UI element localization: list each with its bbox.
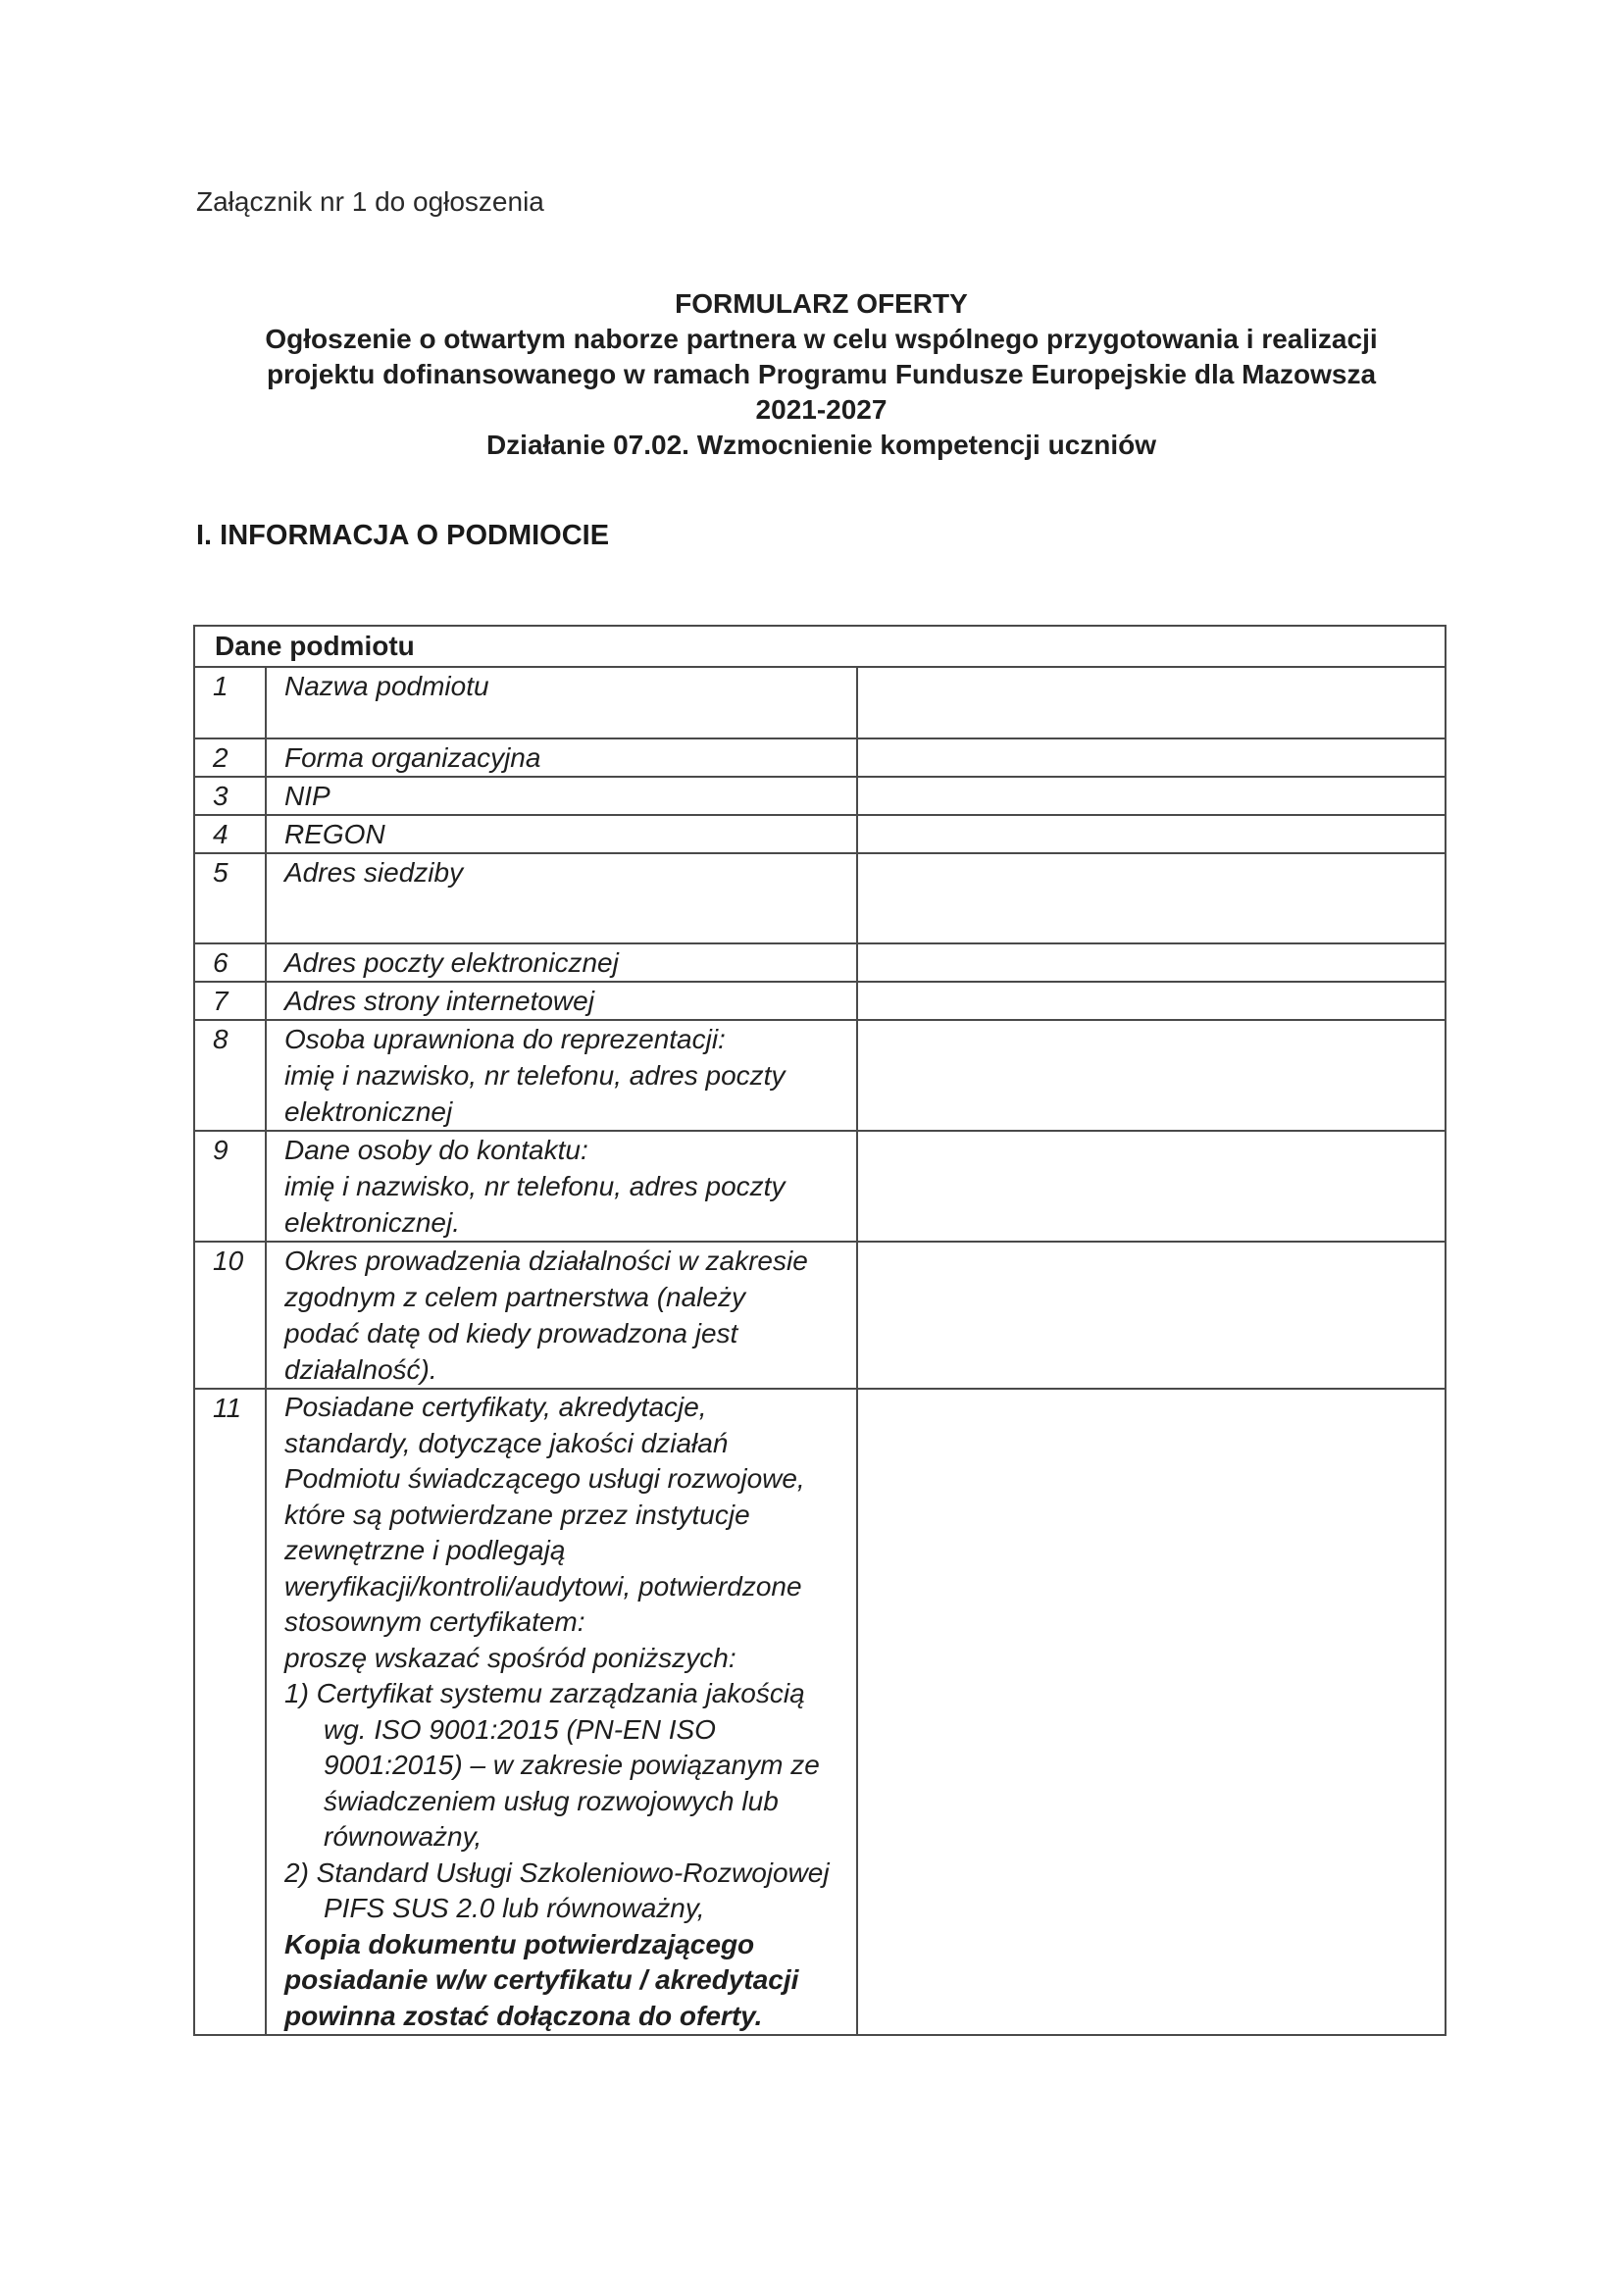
- certificate-option-iso: 1) Certyfikat systemu zarządzania jakością wg. ISO 9001:2015 (PN-EN ISO 9001:2015) – w zakresie powiązanym ze świadczeniem usług rozwojowych lub równoważny,: [284, 1678, 820, 1852]
- row-label: Adres strony internetowej: [266, 982, 857, 1020]
- table-row: [194, 738, 1446, 777]
- table-row: [194, 1242, 1446, 1389]
- row-number: 3: [194, 777, 266, 815]
- row-label: REGON: [266, 815, 857, 853]
- table-row: [194, 1131, 1446, 1242]
- row-label-detail: imię i nazwisko, nr telefonu, adres poczty elektronicznej.: [284, 1171, 786, 1238]
- row-number: 10: [194, 1242, 266, 1389]
- row-label: [266, 1020, 857, 1131]
- table-row: [194, 1020, 1446, 1131]
- table-row: [194, 815, 1446, 853]
- row-number: 1: [194, 667, 266, 738]
- row-label: Adres siedziby: [266, 853, 857, 943]
- website-field[interactable]: [857, 982, 1446, 1020]
- activity-period-field[interactable]: [857, 1242, 1446, 1389]
- table-row: [194, 943, 1446, 982]
- certificates-field[interactable]: [857, 1389, 1446, 2035]
- representative-field[interactable]: [857, 1020, 1446, 1131]
- address-field[interactable]: [857, 853, 1446, 943]
- row-label: Okres prowadzenia działalności w zakresie zgodnym z celem partnerstwa (należy podać datę od kiedy prowadzona jest działalność).: [266, 1242, 857, 1389]
- row-number: 5: [194, 853, 266, 943]
- table-row: [194, 777, 1446, 815]
- table-row: [194, 667, 1446, 738]
- row-label: [266, 1131, 857, 1242]
- row-label: Forma organizacyjna: [266, 738, 857, 777]
- row-number: 7: [194, 982, 266, 1020]
- row-label: Nazwa podmiotu: [266, 667, 857, 738]
- form-subtitle-line-2: projektu dofinansowanego w ramach Programu Fundusze Europejskie dla Mazowsza: [266, 359, 1377, 389]
- row-number: 2: [194, 738, 266, 777]
- row-number: 6: [194, 943, 266, 982]
- row-label: NIP: [266, 777, 857, 815]
- row-label-title: Posiadane certyfikaty, akredytacje, standardy, dotyczące jakości działań Podmiotu świadczącego usługi rozwojowe, które są potwierdzane przez instytucje zewnętrzne i podlegają weryfikacji/kontroli/audytowi, potwierdzone stosownym certyfikatem:: [284, 1392, 805, 1637]
- contact-person-field[interactable]: [857, 1131, 1446, 1242]
- form-title: FORMULARZ OFERTY: [675, 288, 968, 319]
- row-label-title: Dane osoby do kontaktu:: [284, 1135, 588, 1165]
- row-label-title: Osoba uprawniona do reprezentacji:: [284, 1024, 726, 1054]
- table-row: [194, 1389, 1446, 2035]
- row-label-detail: proszę wskazać spośród poniższych:: [284, 1642, 736, 1673]
- entity-name-field[interactable]: [857, 667, 1446, 738]
- table-header-row: [194, 626, 1446, 667]
- row-number: 8: [194, 1020, 266, 1131]
- row-number: 4: [194, 815, 266, 853]
- certificate-option-pifs: 2) Standard Usługi Szkoleniowo-Rozwojowej PIFS SUS 2.0 lub równoważny,: [284, 1857, 830, 1923]
- action-line: Działanie 07.02. Wzmocnienie kompetencji uczniów: [485, 430, 1157, 460]
- regon-field[interactable]: [857, 815, 1446, 853]
- section-heading: I. INFORMACJA O PODMIOCIE: [196, 520, 610, 551]
- attachment-note: Kopia dokumentu potwierdzającego posiadanie w/w certyfikatu / akredytacji powinna zostać dołączona do oferty.: [284, 1928, 799, 2031]
- row-number: 11: [194, 1389, 266, 2035]
- table-row: [194, 853, 1446, 943]
- row-number: 9: [194, 1131, 266, 1242]
- legal-form-field[interactable]: [857, 738, 1446, 777]
- entity-data-table: [193, 625, 1446, 2036]
- row-label: Adres poczty elektronicznej: [266, 943, 857, 982]
- form-subtitle-line-3: 2021-2027: [755, 394, 888, 425]
- table-header: Dane podmiotu: [194, 626, 1446, 667]
- row-label-detail: imię i nazwisko, nr telefonu, adres poczty elektronicznej: [284, 1060, 786, 1127]
- form-title-block: [196, 286, 1446, 463]
- form-subtitle-line-1: Ogłoszenie o otwartym naborze partnera w celu wspólnego przygotowania i realizacji: [265, 324, 1378, 354]
- annex-label: Załącznik nr 1 do ogłoszenia: [196, 186, 544, 217]
- nip-field[interactable]: [857, 777, 1446, 815]
- table-row: [194, 982, 1446, 1020]
- row-label: [266, 1389, 857, 2035]
- email-field[interactable]: [857, 943, 1446, 982]
